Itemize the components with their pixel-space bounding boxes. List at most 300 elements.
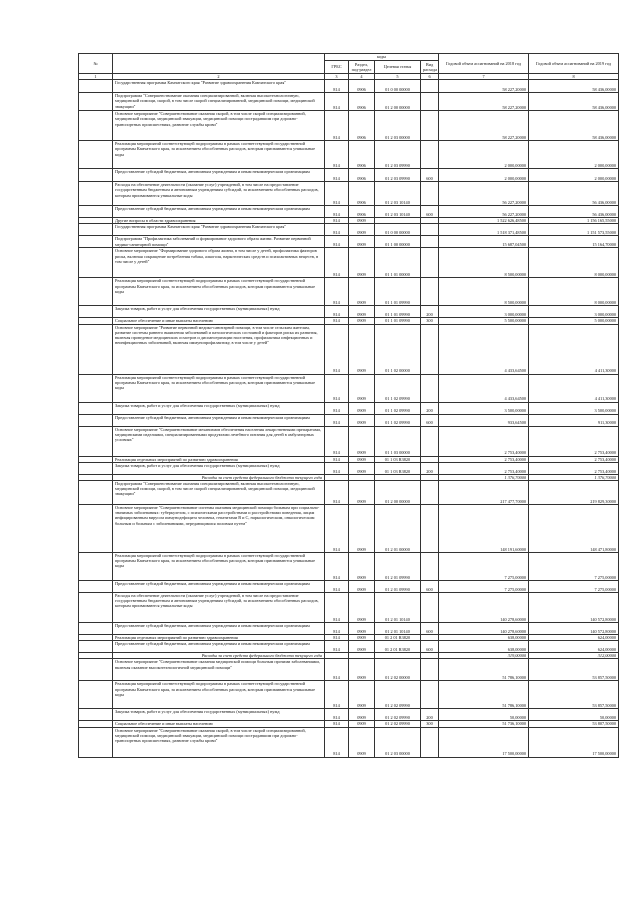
cell-name: Государственная программа Камчатского края "Развитие здравоохранения Камчатского края" xyxy=(113,224,325,236)
table-row xyxy=(79,224,619,236)
cell-exp-type xyxy=(421,236,439,248)
cell-num xyxy=(79,593,113,623)
cell-num xyxy=(79,659,113,681)
table-row xyxy=(79,93,619,111)
cell-exp-type xyxy=(421,681,439,709)
cell-plan-2018: 2 000,00000 xyxy=(439,169,529,182)
cell-plan-2019: 2 753,40000 xyxy=(529,462,619,474)
cell-plan-2019: 911,30000 xyxy=(529,414,619,426)
cell-plan-2018: 4 433,64500 xyxy=(439,324,529,374)
table-row xyxy=(79,641,619,653)
cell-plan-2018: 2 753,40000 xyxy=(439,456,529,462)
cell-name: Закупка товаров, работ и услуг для обеспечения государственных (муниципальных) нужд xyxy=(113,462,325,474)
cell-grbs: 814 xyxy=(325,224,349,236)
cell-name: Закупка товаров, работ и услуг для обеспечения государственных (муниципальных) нужд xyxy=(113,306,325,318)
cell-section: 0909 xyxy=(349,462,375,474)
cell-plan-2018: 7 275,00000 xyxy=(439,581,529,593)
cell-plan-2019: 58 436,00000 xyxy=(529,80,619,93)
cell-plan-2019: 1 151 573,55000 xyxy=(529,224,619,236)
cell-name: Предоставление субсидий бюджетным, автономным учреждениям и иным некоммерческим организациям xyxy=(113,581,325,593)
cell-exp-type xyxy=(421,224,439,236)
cell-section: 0909 xyxy=(349,236,375,248)
cell-target: 01 2 02 09990 xyxy=(375,721,421,727)
cell-name: Подпрограмма "Совершенствование оказания специализированной, включая высокотехнологичную, медицинской помощи, скорой, в том числе скорой специализированной, медицинской помощи, медицинской эвакуации" xyxy=(113,481,325,505)
cell-grbs: 814 xyxy=(325,306,349,318)
cell-target: 01 0 00 00000 xyxy=(375,80,421,93)
column-number: 5 xyxy=(375,74,421,80)
table-row xyxy=(79,324,619,374)
cell-plan-2019: 4 411,30000 xyxy=(529,324,619,374)
cell-exp-type: 600 xyxy=(421,581,439,593)
cell-num xyxy=(79,374,113,402)
cell-exp-type: 600 xyxy=(421,414,439,426)
cell-plan-2018: 58 227,20000 xyxy=(439,80,529,93)
cell-plan-2018: 51 736,10000 xyxy=(439,721,529,727)
cell-num xyxy=(79,727,113,757)
cell-grbs: 814 xyxy=(325,141,349,169)
cell-num xyxy=(79,426,113,456)
cell-grbs: 814 xyxy=(325,324,349,374)
cell-name: Основное мероприятие "Совершенствование оказания медицинской помощи больным прочими заболеваниями, включая оказание высокотехнологичной медицинской помощи" xyxy=(113,659,325,681)
table-row xyxy=(79,709,619,721)
cell-num xyxy=(79,462,113,474)
cell-section: 0909 xyxy=(349,727,375,757)
cell-grbs: 814 xyxy=(325,278,349,306)
cell-plan-2019: 58 436,00000 xyxy=(529,93,619,111)
cell-name: Расходы на обеспечение деятельности (оказание услуг) учреждений, в том числе на предоставление государственным бюджетным и автономным учреждениям субсидий, за исключением обособленных расходов, которым присваиваются уникальные коды xyxy=(113,593,325,623)
cell-section: 0909 xyxy=(349,218,375,224)
cell-section: 0906 xyxy=(349,80,375,93)
cell-grbs: 814 xyxy=(325,80,349,93)
cell-plan-2018: 50,00000 xyxy=(439,709,529,721)
cell-plan-2018: 5 500,00000 xyxy=(439,318,529,324)
cell-plan-2018: 56 227,20000 xyxy=(439,182,529,206)
cell-name: Реализация мероприятий соответствующей подпрограммы в рамках соответствующей государственной программы Камчатского края, за исключением обособленных расходов, которым присваиваются уникальные коды xyxy=(113,681,325,709)
cell-plan-2018: 2 753,40000 xyxy=(439,462,529,474)
cell-num xyxy=(79,278,113,306)
cell-section: 0906 xyxy=(349,111,375,141)
cell-section: 0909 xyxy=(349,641,375,653)
cell-num xyxy=(79,553,113,581)
cell-exp-type xyxy=(421,505,439,553)
cell-target: 01 1 01 09990 xyxy=(375,278,421,306)
cell-plan-2019: 2 753,40000 xyxy=(529,426,619,456)
cell-grbs: 814 xyxy=(325,402,349,414)
cell-section: 0909 xyxy=(349,414,375,426)
cell-num xyxy=(79,402,113,414)
column-number: 2 xyxy=(113,74,325,80)
table-row xyxy=(79,681,619,709)
cell-plan-2019: 624,00000 xyxy=(529,635,619,641)
cell-plan-2019: 2 000,00000 xyxy=(529,169,619,182)
table-row xyxy=(79,553,619,581)
table-row xyxy=(79,414,619,426)
cell-plan-2019: 2 000,00000 xyxy=(529,141,619,169)
cell-exp-type: 300 xyxy=(421,318,439,324)
table-row xyxy=(79,481,619,505)
budget-document-page xyxy=(78,53,618,758)
cell-name: Другие вопросы в области здравоохранения xyxy=(113,218,325,224)
cell-plan-2019: 5 000,00000 xyxy=(529,318,619,324)
cell-name: Предоставление субсидий бюджетным, автономным учреждениям и иным некоммерческим организациям xyxy=(113,623,325,635)
cell-target: 01 0 00 00000 xyxy=(375,224,421,236)
cell-target: 01 2 02 09990 xyxy=(375,681,421,709)
cell-name: Основное мероприятие "Совершенствование механизмов обеспечения населения лекарственными препаратами, медицинскими изделиями, специализированными продуктами лечебного питания для детей в амбулаторных условиях" xyxy=(113,426,325,456)
cell-section: 0909 xyxy=(349,324,375,374)
cell-num xyxy=(79,414,113,426)
cell-name: Предоставление субсидий бюджетным, автономным учреждениям и иным некоммерческим организациям xyxy=(113,206,325,218)
cell-plan-2019: 53 857,50000 xyxy=(529,659,619,681)
cell-plan-2019: 56 436,00000 xyxy=(529,206,619,218)
table-row xyxy=(79,623,619,635)
cell-name: Реализация мероприятий соответствующей подпрограммы в рамках соответствующей государственной программы Камчатского края, за исключением обособленных расходов, которым присваиваются уникальные коды xyxy=(113,278,325,306)
table-row xyxy=(79,169,619,182)
cell-plan-2018: 140 278,60000 xyxy=(439,623,529,635)
cell-exp-type xyxy=(421,324,439,374)
cell-plan-2018: 17 500,00000 xyxy=(439,727,529,757)
cell-section: 0909 xyxy=(349,224,375,236)
cell-grbs: 814 xyxy=(325,218,349,224)
cell-plan-2019: 56 436,00000 xyxy=(529,182,619,206)
cell-grbs: 814 xyxy=(325,641,349,653)
cell-target: 01 1 00 00000 xyxy=(375,236,421,248)
cell-plan-2018: 7 275,00000 xyxy=(439,553,529,581)
cell-num xyxy=(79,709,113,721)
cell-section: 0906 xyxy=(349,141,375,169)
cell-section: 0909 xyxy=(349,721,375,727)
cell-section: 0906 xyxy=(349,206,375,218)
cell-target: 01 2 03 00000 xyxy=(375,727,421,757)
cell-plan-2019: 2 753,40000 xyxy=(529,456,619,462)
table-row xyxy=(79,402,619,414)
cell-grbs: 814 xyxy=(325,206,349,218)
cell-section: 0909 xyxy=(349,505,375,553)
cell-section: 0909 xyxy=(349,278,375,306)
cell-plan-2018: 638,00000 xyxy=(439,635,529,641)
cell-grbs: 814 xyxy=(325,111,349,141)
cell-section: 0909 xyxy=(349,481,375,505)
cell-exp-type xyxy=(421,481,439,505)
cell-exp-type xyxy=(421,593,439,623)
cell-exp-type xyxy=(421,659,439,681)
table-row xyxy=(79,727,619,757)
cell-grbs: 814 xyxy=(325,659,349,681)
cell-exp-type: 200 xyxy=(421,402,439,414)
cell-exp-type xyxy=(421,111,439,141)
cell-section: 0909 xyxy=(349,681,375,709)
cell-exp-type xyxy=(421,553,439,581)
cell-plan-2019: 312,00000 xyxy=(529,653,619,659)
cell-target: 01 2 03 09990 xyxy=(375,169,421,182)
cell-target: 01 2 03 10140 xyxy=(375,206,421,218)
cell-section: 0909 xyxy=(349,456,375,462)
cell-section: 0906 xyxy=(349,182,375,206)
cell-target: 01 2 00 00000 xyxy=(375,93,421,111)
cell-name: Основное мероприятие "Совершенствование оказания скорой, в том числе скорой специализированной, медицинской помощи, медицинской эвакуации, медицинской помощи пострадавшим при дорожно-транспортных происшествиях, развитие службы крови" xyxy=(113,727,325,757)
cell-plan-2018: 140 278,60000 xyxy=(439,593,529,623)
cell-plan-2018: 58 227,20000 xyxy=(439,111,529,141)
cell-grbs: 814 xyxy=(325,248,349,278)
cell-plan-2018: 51 786,10000 xyxy=(439,681,529,709)
cell-target: 01 2 00 00000 xyxy=(375,481,421,505)
cell-exp-type: 200 xyxy=(421,306,439,318)
table-row xyxy=(79,462,619,474)
table-row xyxy=(79,206,619,218)
cell-plan-2018: 1 518 371,48500 xyxy=(439,224,529,236)
cell-grbs: 814 xyxy=(325,426,349,456)
cell-target: 01 2 02 00000 xyxy=(375,659,421,681)
cell-target: 01 2 03 00000 xyxy=(375,111,421,141)
cell-target: 01 1 01 09990 xyxy=(375,306,421,318)
cell-plan-2019: 140 572,80000 xyxy=(529,593,619,623)
cell-plan-2019: 7 275,00000 xyxy=(529,581,619,593)
cell-name: Расходы на обеспечение деятельности (оказание услуг) учреждений, в том числе на предоставление государственным бюджетным и автономным учреждениям субсидий, за исключением обособленных расходов, которым присваиваются уникальные коды xyxy=(113,182,325,206)
cell-name: Подпрограмма "Профилактика заболеваний и формирование здорового образа жизни. Развитие первичной медико-санитарной помощи" xyxy=(113,236,325,248)
cell-plan-2019: 1 156 165,55000 xyxy=(529,218,619,224)
cell-target: 01 2 01 10140 xyxy=(375,623,421,635)
cell-section: 0906 xyxy=(349,169,375,182)
cell-grbs: 814 xyxy=(325,318,349,324)
cell-name: Основное мероприятие "Формирование здорового образа жизни, в том числе у детей, профилактика факторов риска, включая сокращение потребления табака, алкоголя, наркотических средств и психоактивных веществ, в том числе у детей" xyxy=(113,248,325,278)
cell-num xyxy=(79,206,113,218)
cell-plan-2018: 4 433,64500 xyxy=(439,374,529,402)
cell-plan-2019: 624,00000 xyxy=(529,641,619,653)
cell-target: 01 1 03 R3820 xyxy=(375,456,421,462)
cell-section: 0909 xyxy=(349,402,375,414)
cell-name: Реализация мероприятий соответствующей подпрограммы в рамках соответствующей государственной программы Камчатского края, за исключением обособленных расходов, которым присваиваются уникальные коды xyxy=(113,374,325,402)
cell-num xyxy=(79,141,113,169)
table-row xyxy=(79,426,619,456)
column-number: 3 xyxy=(325,74,349,80)
cell-plan-2018: 638,00000 xyxy=(439,641,529,653)
cell-target: 01 1 01 00000 xyxy=(375,248,421,278)
cell-num xyxy=(79,641,113,653)
cell-section: 0909 xyxy=(349,593,375,623)
cell-num xyxy=(79,306,113,318)
cell-exp-type: 600 xyxy=(421,623,439,635)
cell-plan-2019: 3 500,00000 xyxy=(529,402,619,414)
cell-name: Социальное обеспечение и иные выплаты населению xyxy=(113,721,325,727)
cell-name: Предоставление субсидий бюджетным, автономным учреждениям и иным некоммерческим организациям xyxy=(113,641,325,653)
header-codes: коды xyxy=(325,54,439,61)
cell-plan-2019: 7 275,00000 xyxy=(529,553,619,581)
cell-grbs: 814 xyxy=(325,623,349,635)
header-section: Раздел, под-раздел xyxy=(349,61,375,74)
cell-num xyxy=(79,248,113,278)
cell-section: 0909 xyxy=(349,635,375,641)
cell-plan-2019: 4 411,30000 xyxy=(529,374,619,402)
cell-plan-2018: 217 477,70000 xyxy=(439,481,529,505)
cell-grbs: 814 xyxy=(325,593,349,623)
cell-plan-2019: 148 471,80000 xyxy=(529,505,619,553)
cell-plan-2018: 8 500,00000 xyxy=(439,248,529,278)
cell-plan-2018: 2 753,40000 xyxy=(439,426,529,456)
cell-plan-2018: 3 500,00000 xyxy=(439,402,529,414)
cell-section: 0909 xyxy=(349,306,375,318)
cell-plan-2018: 933,64500 xyxy=(439,414,529,426)
header-plan-2019: Годовой объем ассигнований на 2019 год xyxy=(529,54,619,74)
table-row xyxy=(79,374,619,402)
cell-plan-2018: 3 000,00000 xyxy=(439,306,529,318)
cell-target: 01 1 01 09990 xyxy=(375,318,421,324)
cell-target: 01 1 03 R3820 xyxy=(375,462,421,474)
cell-num xyxy=(79,236,113,248)
table-row xyxy=(79,141,619,169)
cell-plan-2018: 2 000,00000 xyxy=(439,141,529,169)
cell-exp-type: 600 xyxy=(421,641,439,653)
cell-num xyxy=(79,93,113,111)
cell-target: 01 2 03 10140 xyxy=(375,182,421,206)
table-body xyxy=(79,80,619,757)
cell-exp-type xyxy=(421,248,439,278)
budget-table xyxy=(78,53,619,758)
cell-target: 01 2 01 00000 xyxy=(375,505,421,553)
table-row xyxy=(79,306,619,318)
cell-exp-type xyxy=(421,727,439,757)
cell-target: 01 1 02 00000 xyxy=(375,324,421,374)
cell-grbs: 814 xyxy=(325,462,349,474)
cell-plan-2018: 1 522 626,48500 xyxy=(439,218,529,224)
cell-plan-2018: 8 500,00000 xyxy=(439,278,529,306)
cell-grbs: 814 xyxy=(325,553,349,581)
cell-exp-type xyxy=(421,80,439,93)
table-row xyxy=(79,80,619,93)
cell-plan-2019: 219 829,30000 xyxy=(529,481,619,505)
cell-section: 0909 xyxy=(349,659,375,681)
cell-name: Основное мероприятие "Развитие первичной медико-санитарной помощи, в том числе сельским жителям, развитие системы раннего выявления заболеваний и патологических состояний и факторов риска их развития, включая проведение медицинских осмотров и диспансеризации населения, профилактика инфекционных и неинфекционных заболеваний, включая иммунопрофилактику, в том числе у детей" xyxy=(113,324,325,374)
cell-grbs: 814 xyxy=(325,727,349,757)
cell-grbs: 814 xyxy=(325,681,349,709)
cell-name: Подпрограмма "Совершенствование оказания специализированной, включая высокотехнологичную, медицинской помощи, скорой, в том числе скорой специализированной, медицинской помощи, медицинской эвакуации" xyxy=(113,93,325,111)
cell-grbs: 814 xyxy=(325,481,349,505)
cell-plan-2019: 3 000,00000 xyxy=(529,306,619,318)
cell-section: 0906 xyxy=(349,93,375,111)
cell-plan-2019: 58 436,00000 xyxy=(529,111,619,141)
cell-name: Основное мероприятие "Совершенствование оказания скорой, в том числе скорой специализированной, медицинской помощи, медицинской эвакуации, медицинской помощи пострадавшим при дорожно-транспортных происшествиях, развитие службы крови" xyxy=(113,111,325,141)
cell-num xyxy=(79,182,113,206)
cell-exp-type: 200 xyxy=(421,709,439,721)
cell-plan-2018: 56 227,20000 xyxy=(439,206,529,218)
cell-plan-2019: 53 807,50000 xyxy=(529,721,619,727)
table-row xyxy=(79,248,619,278)
cell-plan-2018: 148 191,60000 xyxy=(439,505,529,553)
column-number: 4 xyxy=(349,74,375,80)
table-row xyxy=(79,278,619,306)
header-exp-type: Вид расхода xyxy=(421,61,439,74)
header-grbs: ГРБС xyxy=(325,61,349,74)
table-row xyxy=(79,236,619,248)
cell-plan-2019: 50,00000 xyxy=(529,709,619,721)
cell-plan-2018: 319,00000 xyxy=(439,653,529,659)
cell-grbs: 814 xyxy=(325,721,349,727)
table-row xyxy=(79,659,619,681)
cell-exp-type xyxy=(421,93,439,111)
cell-num xyxy=(79,324,113,374)
cell-exp-type: 300 xyxy=(421,721,439,727)
cell-name: Государственная программа Камчатского края "Развитие здравоохранения Камчатского края" xyxy=(113,80,325,93)
cell-section: 0909 xyxy=(349,709,375,721)
cell-num xyxy=(79,111,113,141)
cell-exp-type xyxy=(421,426,439,456)
cell-name: Предоставление субсидий бюджетным, автономным учреждениям и иным некоммерческим организациям xyxy=(113,414,325,426)
cell-target: 01 1 02 09990 xyxy=(375,402,421,414)
cell-plan-2019: 53 857,50000 xyxy=(529,681,619,709)
cell-num xyxy=(79,80,113,93)
cell-exp-type: 600 xyxy=(421,206,439,218)
cell-name: Расходы за счет средств федерального бюджета текущего года xyxy=(113,653,325,659)
header-plan-2018: Годовой объем ассигнований на 2018 год xyxy=(439,54,529,74)
cell-plan-2019: 1 376,70000 xyxy=(529,474,619,480)
cell-grbs: 814 xyxy=(325,169,349,182)
cell-target: 01 2 01 R3820 xyxy=(375,641,421,653)
cell-target: 01 1 02 09990 xyxy=(375,374,421,402)
cell-grbs: 814 xyxy=(325,581,349,593)
cell-target: 01 1 03 00000 xyxy=(375,426,421,456)
table-row xyxy=(79,505,619,553)
cell-section: 0909 xyxy=(349,553,375,581)
cell-plan-2019: 8 000,00000 xyxy=(529,248,619,278)
column-number: 8 xyxy=(529,74,619,80)
cell-grbs: 814 xyxy=(325,414,349,426)
cell-target: 01 2 01 10140 xyxy=(375,593,421,623)
cell-target: 01 2 02 09990 xyxy=(375,709,421,721)
cell-target: 01 2 01 09990 xyxy=(375,581,421,593)
cell-num xyxy=(79,623,113,635)
cell-plan-2019: 8 000,00000 xyxy=(529,278,619,306)
cell-section: 0909 xyxy=(349,318,375,324)
cell-name: Основное мероприятие "Совершенствование системы оказания медицинской помощи больным при социально-значимых заболеваниях: туберкулезом, с психическими расстройствами и расстройствами поведения, лицам инфицированным вирусом иммунодефицита человека, гепатитами B и C, наркологическим, онкологическим больным и больным с заболеваниями, передающимися половым путем" xyxy=(113,505,325,553)
cell-target: 01 2 01 R3820 xyxy=(375,635,421,641)
cell-grbs: 814 xyxy=(325,456,349,462)
cell-grbs: 814 xyxy=(325,236,349,248)
cell-num xyxy=(79,224,113,236)
cell-exp-type: 200 xyxy=(421,462,439,474)
cell-exp-type: 600 xyxy=(421,169,439,182)
column-number: 1 xyxy=(79,74,113,80)
table-row xyxy=(79,182,619,206)
cell-section: 0909 xyxy=(349,374,375,402)
cell-grbs: 814 xyxy=(325,374,349,402)
cell-target: 01 2 03 09990 xyxy=(375,141,421,169)
cell-plan-2018: 51 786,10000 xyxy=(439,659,529,681)
cell-target: 01 2 01 09990 xyxy=(375,553,421,581)
cell-exp-type xyxy=(421,182,439,206)
cell-name: Социальное обеспечение и иные выплаты населению xyxy=(113,318,325,324)
cell-exp-type xyxy=(421,278,439,306)
cell-grbs: 814 xyxy=(325,93,349,111)
table-row xyxy=(79,581,619,593)
cell-name: Закупка товаров, работ и услуг для обеспечения государственных (муниципальных) нужд xyxy=(113,402,325,414)
cell-section: 0909 xyxy=(349,623,375,635)
cell-num xyxy=(79,169,113,182)
cell-grbs: 814 xyxy=(325,635,349,641)
table-row xyxy=(79,111,619,141)
cell-num xyxy=(79,581,113,593)
header-num: № xyxy=(79,54,113,74)
cell-num xyxy=(79,505,113,553)
cell-plan-2019: 15 164,70000 xyxy=(529,236,619,248)
header-target: Целевая статья xyxy=(375,61,421,74)
cell-plan-2019: 140 572,80000 xyxy=(529,623,619,635)
cell-grbs: 814 xyxy=(325,709,349,721)
cell-plan-2019: 17 500,00000 xyxy=(529,727,619,757)
cell-exp-type xyxy=(421,374,439,402)
cell-name: Реализация отдельных мероприятий по развитию здравоохранения xyxy=(113,635,325,641)
cell-name: Расходы за счет средств федерального бюджета текущего года xyxy=(113,474,325,480)
cell-section: 0909 xyxy=(349,248,375,278)
cell-name: Реализация мероприятий соответствующей подпрограммы в рамках соответствующей государственной программы Камчатского края, за исключением обособленных расходов, которым присваиваются уникальные коды xyxy=(113,553,325,581)
cell-plan-2018: 15 687,04500 xyxy=(439,236,529,248)
